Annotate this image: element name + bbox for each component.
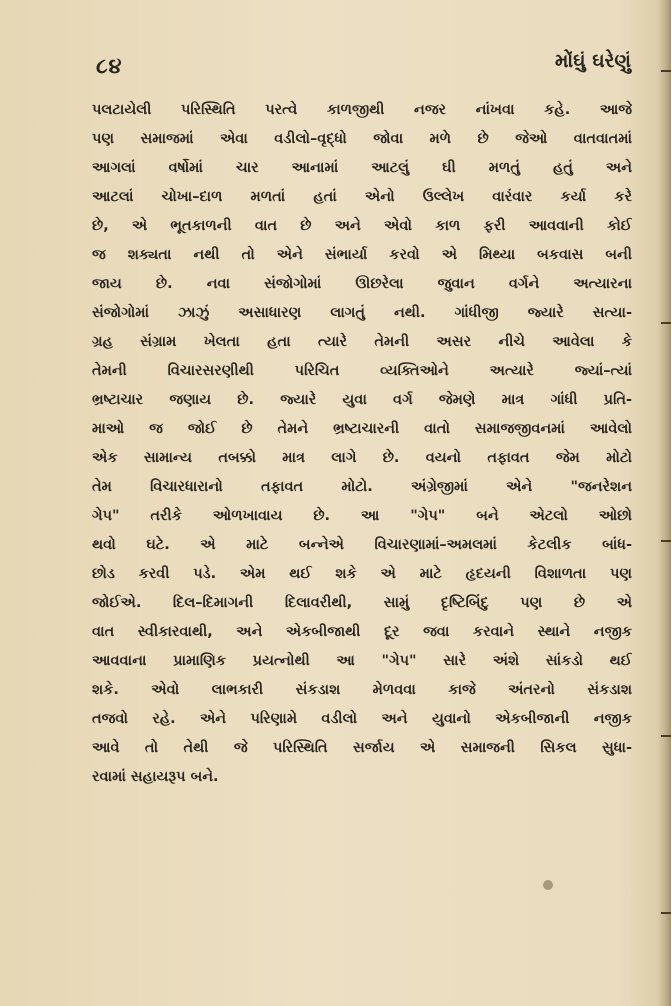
text-line: આવવાના પ્રામાણિક પ્રયત્નોથી આ "ગેપ" સારે અંશે સાંકડો થઈ: [92, 653, 632, 669]
running-title: મોંઘું ઘરેણું: [555, 50, 631, 72]
text-line: માઓ જ જોઈ છે તેમને ભ્રષ્ટાચારની વાતો સમાજજીવનમાં આવેલો: [92, 421, 632, 437]
text-line: પણ સમાજમાં એવા વડીલો–વૃદ્ધો જોવા મળે છે જેઓ વાતવાતમાં: [92, 131, 632, 147]
page-header: [96, 50, 631, 84]
text-line: સંજોગોમાં ઝાઝું અસાધારણ લાગતું નથી. ગાંધીજી જ્યારે સત્યા-: [92, 305, 632, 321]
text-line: ભ્રષ્ટાચાર જણાય છે. જ્યારે યુવા વર્ગ જેમણે માત્ર ગાંધી પ્રતિ-: [92, 392, 632, 408]
text-line: તેમ વિચારધારાનો તફાવત મોટો. અંગ્રેજીમાં એને "જનરેશન: [92, 479, 632, 495]
paper-spot: [543, 880, 553, 890]
text-line: ગેપ" તરીકે ઓળખાવાય છે. આ "ગેપ" બને એટલો ઓછો: [92, 508, 632, 524]
text-line: આગલાં વર્ષોમાં ચાર આનામાં આટલું ઘી મળતું હતું અને: [92, 160, 632, 176]
page-number: ૮૪: [96, 54, 123, 78]
text-line: આટલાં ચોખા–દાળ મળતાં હતાં એનો ઉલ્લેખ વારંવાર કર્યા કરે: [92, 189, 632, 205]
text-line: જાય છે. નવા સંજોગોમાં ઊછરેલા જુવાન વર્ગને અત્યારના: [92, 276, 632, 292]
text-line: તેમની વિચારસરણીથી પરિચિત વ્યક્તિઓને અત્યારે જ્યાં–ત્યાં: [92, 363, 632, 379]
edge-tick-mark: [661, 912, 671, 914]
text-line: તજવો રહે. એને પરિણામે વડીલો અને યુવાનો એકબીજાની નજીક: [92, 711, 632, 727]
body-paragraph: [92, 96, 632, 792]
text-line: છે, એ ભૂતકાળની વાત છે અને એવો કાળ ફરી આવવાની કોઈ: [92, 218, 632, 234]
text-line-last: રવામાં સહાયરૂપ બને.: [92, 769, 219, 785]
text-line: થવો ઘટે. એ માટે બન્નેએ વિચારણામાં–અમલમાં કેટલીક બાંધ-: [92, 537, 632, 553]
text-line: છોડ કરવી પડે. એમ થઈ શકે એ માટે હૃદયની વિશાળતા પણ: [92, 566, 632, 582]
edge-tick-mark: [661, 540, 671, 542]
edge-tick-mark: [661, 735, 671, 737]
text-line: ગ્રહ સંગ્રામ ખેલતા હતા ત્યારે તેમની અસર નીચે આવેલા કે: [92, 334, 632, 350]
edge-tick-mark: [661, 322, 671, 324]
text-line: જ શક્યતા નથી તો એને સંભાર્યા કરવો એ મિથ્યા બકવાસ બની: [92, 247, 632, 263]
text-line: વાત સ્વીકારવાથી, અને એકબીજાથી દૂર જવા કરવાને સ્થાને નજીક: [92, 624, 632, 640]
text-line: એક સામાન્ય તબક્કો માત્ર લાગે છે. વયનો તફાવત જેમ મોટો: [92, 450, 632, 466]
text-line: જોઈએ. દિલ–દિમાગની દિલાવરીથી, સામું દૃષ્ટિબિંદુ પણ છે એ: [92, 595, 632, 611]
page-edge-shadow: [657, 0, 671, 1006]
text-line: આવે તો તેથી જે પરિસ્થિતિ સર્જાય એ સમાજની સિકલ સુધા-: [92, 740, 632, 756]
text-line: શકે. એવો લાભકારી સંકડાશ મેળવવા કાજે અંતરનો સંકડાશ: [92, 682, 632, 698]
edge-tick-mark: [661, 70, 671, 72]
text-line: પલટાયેલી પરિસ્થિતિ પરત્વે કાળજીથી નજર નાંખવા કહે. આજે: [92, 102, 632, 118]
